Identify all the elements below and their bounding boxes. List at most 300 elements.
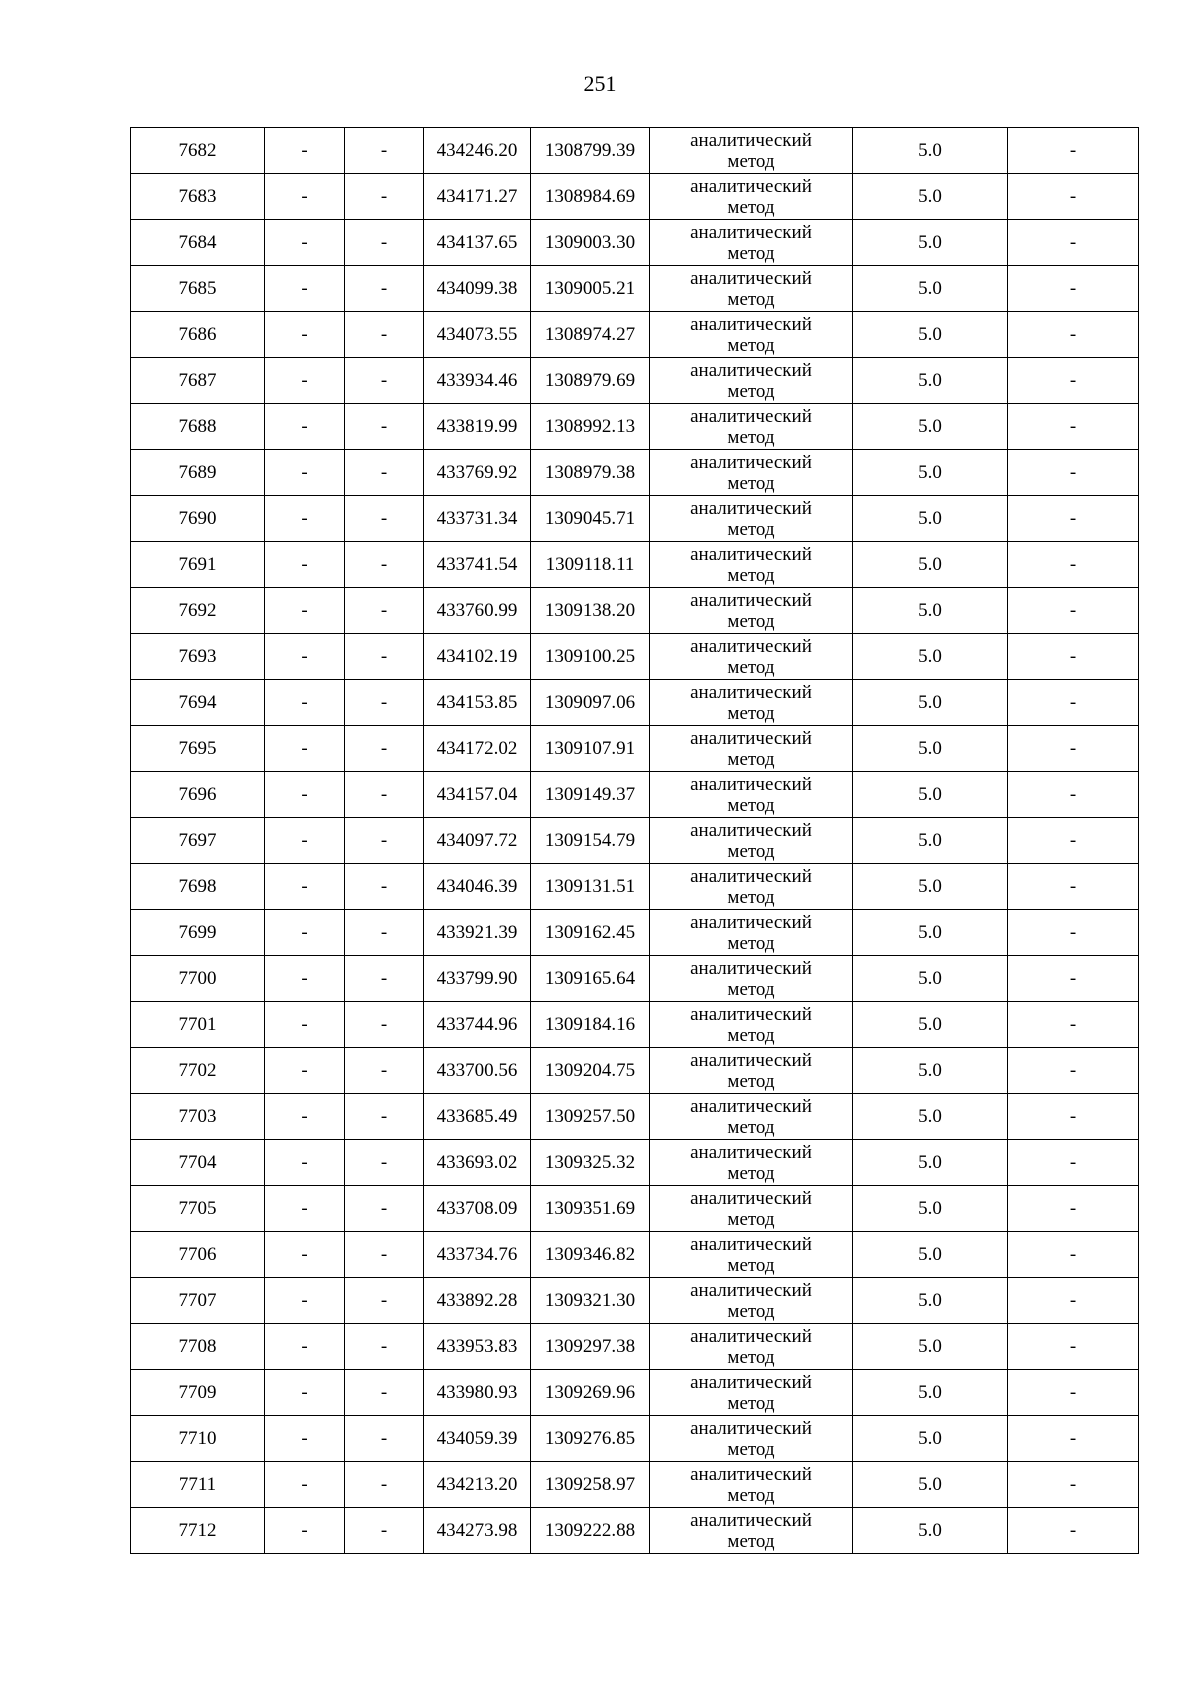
empty-dash-cell: - xyxy=(345,450,424,496)
method-line-2: метод xyxy=(727,1162,775,1184)
empty-dash-cell: - xyxy=(265,910,345,956)
coordinates-table xyxy=(130,127,1139,1554)
accuracy-cell: 5.0 xyxy=(853,772,1008,818)
method-line-1: аналитический xyxy=(690,1095,812,1117)
accuracy-cell: 5.0 xyxy=(853,588,1008,634)
method-line-2: метод xyxy=(727,886,775,908)
x-coordinate-cell: 434153.85 xyxy=(424,680,531,726)
empty-dash-cell: - xyxy=(345,266,424,312)
method-line-2: метод xyxy=(727,610,775,632)
empty-dash-cell: - xyxy=(265,1186,345,1232)
empty-dash-cell: - xyxy=(1008,174,1139,220)
x-coordinate-cell: 433685.49 xyxy=(424,1094,531,1140)
x-coordinate-cell: 434073.55 xyxy=(424,312,531,358)
method-line-2: метод xyxy=(727,932,775,954)
x-coordinate-cell: 434171.27 xyxy=(424,174,531,220)
x-coordinate-cell: 433744.96 xyxy=(424,1002,531,1048)
point-number-cell: 7712 xyxy=(131,1508,265,1554)
point-number-cell: 7711 xyxy=(131,1462,265,1508)
empty-dash-cell: - xyxy=(265,266,345,312)
x-coordinate-cell: 434246.20 xyxy=(424,128,531,174)
point-number-cell: 7690 xyxy=(131,496,265,542)
x-coordinate-cell: 434102.19 xyxy=(424,634,531,680)
table-row xyxy=(131,1278,1139,1324)
table-row xyxy=(131,1370,1139,1416)
empty-dash-cell: - xyxy=(345,1048,424,1094)
method-line-1: аналитический xyxy=(690,1463,812,1485)
method-line-2: метод xyxy=(727,978,775,1000)
y-coordinate-cell: 1309003.30 xyxy=(531,220,650,266)
accuracy-cell: 5.0 xyxy=(853,450,1008,496)
accuracy-cell: 5.0 xyxy=(853,1186,1008,1232)
method-line-2: метод xyxy=(727,334,775,356)
accuracy-cell: 5.0 xyxy=(853,1416,1008,1462)
y-coordinate-cell: 1309222.88 xyxy=(531,1508,650,1554)
method-line-1: аналитический xyxy=(690,911,812,933)
method-cell xyxy=(650,680,853,726)
empty-dash-cell: - xyxy=(1008,1278,1139,1324)
method-line-2: метод xyxy=(727,380,775,402)
accuracy-cell: 5.0 xyxy=(853,1370,1008,1416)
table-row xyxy=(131,956,1139,1002)
empty-dash-cell: - xyxy=(1008,1416,1139,1462)
method-line-2: метод xyxy=(727,472,775,494)
method-cell xyxy=(650,1140,853,1186)
method-cell xyxy=(650,726,853,772)
method-line-1: аналитический xyxy=(690,1325,812,1347)
y-coordinate-cell: 1309321.30 xyxy=(531,1278,650,1324)
y-coordinate-cell: 1309276.85 xyxy=(531,1416,650,1462)
empty-dash-cell: - xyxy=(1008,1508,1139,1554)
accuracy-cell: 5.0 xyxy=(853,864,1008,910)
empty-dash-cell: - xyxy=(345,174,424,220)
empty-dash-cell: - xyxy=(265,1002,345,1048)
method-line-1: аналитический xyxy=(690,1371,812,1393)
method-line-2: метод xyxy=(727,426,775,448)
y-coordinate-cell: 1309297.38 xyxy=(531,1324,650,1370)
method-line-1: аналитический xyxy=(690,1003,812,1025)
empty-dash-cell: - xyxy=(345,1278,424,1324)
method-line-1: аналитический xyxy=(690,1187,812,1209)
method-line-1: аналитический xyxy=(690,359,812,381)
empty-dash-cell: - xyxy=(265,450,345,496)
empty-dash-cell: - xyxy=(345,772,424,818)
method-cell xyxy=(650,634,853,680)
point-number-cell: 7704 xyxy=(131,1140,265,1186)
table-row xyxy=(131,174,1139,220)
empty-dash-cell: - xyxy=(1008,1048,1139,1094)
accuracy-cell: 5.0 xyxy=(853,1140,1008,1186)
table-row xyxy=(131,864,1139,910)
empty-dash-cell: - xyxy=(265,1462,345,1508)
method-cell xyxy=(650,496,853,542)
method-line-2: метод xyxy=(727,1392,775,1414)
y-coordinate-cell: 1309005.21 xyxy=(531,266,650,312)
x-coordinate-cell: 433708.09 xyxy=(424,1186,531,1232)
point-number-cell: 7710 xyxy=(131,1416,265,1462)
method-line-1: аналитический xyxy=(690,773,812,795)
method-cell xyxy=(650,266,853,312)
point-number-cell: 7683 xyxy=(131,174,265,220)
method-line-1: аналитический xyxy=(690,1141,812,1163)
table-row xyxy=(131,1002,1139,1048)
empty-dash-cell: - xyxy=(1008,1140,1139,1186)
method-line-1: аналитический xyxy=(690,543,812,565)
method-line-1: аналитический xyxy=(690,175,812,197)
method-cell xyxy=(650,220,853,266)
method-line-2: метод xyxy=(727,242,775,264)
accuracy-cell: 5.0 xyxy=(853,174,1008,220)
accuracy-cell: 5.0 xyxy=(853,404,1008,450)
empty-dash-cell: - xyxy=(1008,634,1139,680)
table-row xyxy=(131,1048,1139,1094)
point-number-cell: 7701 xyxy=(131,1002,265,1048)
table-row xyxy=(131,588,1139,634)
point-number-cell: 7699 xyxy=(131,910,265,956)
y-coordinate-cell: 1309162.45 xyxy=(531,910,650,956)
empty-dash-cell: - xyxy=(345,588,424,634)
x-coordinate-cell: 433892.28 xyxy=(424,1278,531,1324)
empty-dash-cell: - xyxy=(345,1232,424,1278)
x-coordinate-cell: 433819.99 xyxy=(424,404,531,450)
empty-dash-cell: - xyxy=(1008,680,1139,726)
empty-dash-cell: - xyxy=(1008,220,1139,266)
method-line-2: метод xyxy=(727,196,775,218)
method-cell xyxy=(650,358,853,404)
empty-dash-cell: - xyxy=(345,358,424,404)
method-line-1: аналитический xyxy=(690,451,812,473)
y-coordinate-cell: 1309184.16 xyxy=(531,1002,650,1048)
table-row xyxy=(131,1508,1139,1554)
table-row xyxy=(131,496,1139,542)
empty-dash-cell: - xyxy=(265,1140,345,1186)
empty-dash-cell: - xyxy=(345,864,424,910)
method-line-2: метод xyxy=(727,150,775,172)
empty-dash-cell: - xyxy=(1008,772,1139,818)
y-coordinate-cell: 1308979.69 xyxy=(531,358,650,404)
empty-dash-cell: - xyxy=(345,404,424,450)
accuracy-cell: 5.0 xyxy=(853,496,1008,542)
empty-dash-cell: - xyxy=(265,634,345,680)
empty-dash-cell: - xyxy=(265,726,345,772)
empty-dash-cell: - xyxy=(1008,956,1139,1002)
method-cell xyxy=(650,910,853,956)
x-coordinate-cell: 434099.38 xyxy=(424,266,531,312)
method-cell xyxy=(650,1232,853,1278)
table-row xyxy=(131,220,1139,266)
point-number-cell: 7685 xyxy=(131,266,265,312)
empty-dash-cell: - xyxy=(345,1370,424,1416)
empty-dash-cell: - xyxy=(265,680,345,726)
method-line-2: метод xyxy=(727,1024,775,1046)
y-coordinate-cell: 1309325.32 xyxy=(531,1140,650,1186)
empty-dash-cell: - xyxy=(1008,1462,1139,1508)
accuracy-cell: 5.0 xyxy=(853,910,1008,956)
page-number: 251 xyxy=(583,71,617,96)
accuracy-cell: 5.0 xyxy=(853,680,1008,726)
point-number-cell: 7687 xyxy=(131,358,265,404)
empty-dash-cell: - xyxy=(1008,726,1139,772)
method-line-1: аналитический xyxy=(690,1233,812,1255)
method-cell xyxy=(650,1186,853,1232)
empty-dash-cell: - xyxy=(345,1094,424,1140)
empty-dash-cell: - xyxy=(1008,1324,1139,1370)
empty-dash-cell: - xyxy=(1008,312,1139,358)
x-coordinate-cell: 434273.98 xyxy=(424,1508,531,1554)
y-coordinate-cell: 1309204.75 xyxy=(531,1048,650,1094)
empty-dash-cell: - xyxy=(1008,1094,1139,1140)
empty-dash-cell: - xyxy=(265,1324,345,1370)
empty-dash-cell: - xyxy=(345,542,424,588)
point-number-cell: 7695 xyxy=(131,726,265,772)
empty-dash-cell: - xyxy=(265,358,345,404)
point-number-cell: 7693 xyxy=(131,634,265,680)
empty-dash-cell: - xyxy=(1008,496,1139,542)
table-row xyxy=(131,726,1139,772)
accuracy-cell: 5.0 xyxy=(853,1048,1008,1094)
table-row xyxy=(131,634,1139,680)
empty-dash-cell: - xyxy=(345,1140,424,1186)
method-line-2: метод xyxy=(727,656,775,678)
point-number-cell: 7707 xyxy=(131,1278,265,1324)
x-coordinate-cell: 433760.99 xyxy=(424,588,531,634)
accuracy-cell: 5.0 xyxy=(853,128,1008,174)
method-line-1: аналитический xyxy=(690,313,812,335)
method-line-2: метод xyxy=(727,1116,775,1138)
table-row xyxy=(131,1186,1139,1232)
empty-dash-cell: - xyxy=(265,1048,345,1094)
empty-dash-cell: - xyxy=(1008,450,1139,496)
point-number-cell: 7705 xyxy=(131,1186,265,1232)
x-coordinate-cell: 433731.34 xyxy=(424,496,531,542)
table-row xyxy=(131,910,1139,956)
method-line-2: метод xyxy=(727,794,775,816)
method-line-2: метод xyxy=(727,1530,775,1552)
y-coordinate-cell: 1309346.82 xyxy=(531,1232,650,1278)
point-number-cell: 7686 xyxy=(131,312,265,358)
empty-dash-cell: - xyxy=(1008,1002,1139,1048)
method-line-2: метод xyxy=(727,840,775,862)
y-coordinate-cell: 1309154.79 xyxy=(531,818,650,864)
method-cell xyxy=(650,542,853,588)
method-cell xyxy=(650,1462,853,1508)
y-coordinate-cell: 1309165.64 xyxy=(531,956,650,1002)
x-coordinate-cell: 433700.56 xyxy=(424,1048,531,1094)
method-cell xyxy=(650,128,853,174)
y-coordinate-cell: 1308992.13 xyxy=(531,404,650,450)
x-coordinate-cell: 433980.93 xyxy=(424,1370,531,1416)
table-row xyxy=(131,542,1139,588)
point-number-cell: 7691 xyxy=(131,542,265,588)
method-cell xyxy=(650,450,853,496)
x-coordinate-cell: 433734.76 xyxy=(424,1232,531,1278)
y-coordinate-cell: 1309131.51 xyxy=(531,864,650,910)
method-line-1: аналитический xyxy=(690,819,812,841)
x-coordinate-cell: 433741.54 xyxy=(424,542,531,588)
empty-dash-cell: - xyxy=(1008,266,1139,312)
point-number-cell: 7694 xyxy=(131,680,265,726)
method-line-1: аналитический xyxy=(690,865,812,887)
method-line-1: аналитический xyxy=(690,129,812,151)
method-line-2: метод xyxy=(727,288,775,310)
x-coordinate-cell: 434046.39 xyxy=(424,864,531,910)
empty-dash-cell: - xyxy=(1008,818,1139,864)
y-coordinate-cell: 1308799.39 xyxy=(531,128,650,174)
empty-dash-cell: - xyxy=(345,680,424,726)
method-line-1: аналитический xyxy=(690,221,812,243)
table-row xyxy=(131,1094,1139,1140)
empty-dash-cell: - xyxy=(265,542,345,588)
empty-dash-cell: - xyxy=(345,634,424,680)
method-cell xyxy=(650,174,853,220)
y-coordinate-cell: 1309269.96 xyxy=(531,1370,650,1416)
x-coordinate-cell: 433799.90 xyxy=(424,956,531,1002)
accuracy-cell: 5.0 xyxy=(853,1094,1008,1140)
point-number-cell: 7684 xyxy=(131,220,265,266)
method-line-1: аналитический xyxy=(690,635,812,657)
empty-dash-cell: - xyxy=(345,956,424,1002)
empty-dash-cell: - xyxy=(345,910,424,956)
y-coordinate-cell: 1309257.50 xyxy=(531,1094,650,1140)
empty-dash-cell: - xyxy=(1008,128,1139,174)
table-body xyxy=(131,128,1139,1554)
method-line-1: аналитический xyxy=(690,267,812,289)
y-coordinate-cell: 1309138.20 xyxy=(531,588,650,634)
empty-dash-cell: - xyxy=(265,1508,345,1554)
x-coordinate-cell: 433921.39 xyxy=(424,910,531,956)
method-line-2: метод xyxy=(727,1438,775,1460)
point-number-cell: 7682 xyxy=(131,128,265,174)
x-coordinate-cell: 433693.02 xyxy=(424,1140,531,1186)
method-line-2: метод xyxy=(727,1484,775,1506)
empty-dash-cell: - xyxy=(1008,1186,1139,1232)
empty-dash-cell: - xyxy=(345,1186,424,1232)
method-line-1: аналитический xyxy=(690,1509,812,1531)
method-cell xyxy=(650,1002,853,1048)
accuracy-cell: 5.0 xyxy=(853,1508,1008,1554)
method-line-2: метод xyxy=(727,748,775,770)
method-line-2: метод xyxy=(727,1070,775,1092)
method-cell xyxy=(650,1278,853,1324)
empty-dash-cell: - xyxy=(265,588,345,634)
method-line-2: метод xyxy=(727,564,775,586)
accuracy-cell: 5.0 xyxy=(853,818,1008,864)
table-row xyxy=(131,1462,1139,1508)
method-line-2: метод xyxy=(727,1254,775,1276)
y-coordinate-cell: 1309045.71 xyxy=(531,496,650,542)
point-number-cell: 7702 xyxy=(131,1048,265,1094)
point-number-cell: 7696 xyxy=(131,772,265,818)
table-row xyxy=(131,1140,1139,1186)
empty-dash-cell: - xyxy=(265,1370,345,1416)
table-row xyxy=(131,404,1139,450)
empty-dash-cell: - xyxy=(265,1232,345,1278)
y-coordinate-cell: 1309118.11 xyxy=(531,542,650,588)
table-row xyxy=(131,1324,1139,1370)
empty-dash-cell: - xyxy=(265,864,345,910)
empty-dash-cell: - xyxy=(265,312,345,358)
empty-dash-cell: - xyxy=(345,220,424,266)
x-coordinate-cell: 433769.92 xyxy=(424,450,531,496)
point-number-cell: 7703 xyxy=(131,1094,265,1140)
accuracy-cell: 5.0 xyxy=(853,1324,1008,1370)
empty-dash-cell: - xyxy=(345,496,424,542)
point-number-cell: 7688 xyxy=(131,404,265,450)
empty-dash-cell: - xyxy=(1008,1232,1139,1278)
empty-dash-cell: - xyxy=(265,1416,345,1462)
method-cell xyxy=(650,864,853,910)
method-cell xyxy=(650,1370,853,1416)
accuracy-cell: 5.0 xyxy=(853,358,1008,404)
table-row xyxy=(131,358,1139,404)
accuracy-cell: 5.0 xyxy=(853,542,1008,588)
method-cell xyxy=(650,404,853,450)
empty-dash-cell: - xyxy=(265,496,345,542)
point-number-cell: 7709 xyxy=(131,1370,265,1416)
empty-dash-cell: - xyxy=(265,128,345,174)
table-row xyxy=(131,1232,1139,1278)
method-line-2: метод xyxy=(727,702,775,724)
empty-dash-cell: - xyxy=(265,404,345,450)
y-coordinate-cell: 1309258.97 xyxy=(531,1462,650,1508)
table-row xyxy=(131,266,1139,312)
accuracy-cell: 5.0 xyxy=(853,726,1008,772)
table-row xyxy=(131,1416,1139,1462)
empty-dash-cell: - xyxy=(345,1508,424,1554)
accuracy-cell: 5.0 xyxy=(853,266,1008,312)
accuracy-cell: 5.0 xyxy=(853,1462,1008,1508)
empty-dash-cell: - xyxy=(345,818,424,864)
method-line-1: аналитический xyxy=(690,681,812,703)
method-cell xyxy=(650,818,853,864)
point-number-cell: 7692 xyxy=(131,588,265,634)
x-coordinate-cell: 433934.46 xyxy=(424,358,531,404)
x-coordinate-cell: 434157.04 xyxy=(424,772,531,818)
empty-dash-cell: - xyxy=(265,956,345,1002)
point-number-cell: 7708 xyxy=(131,1324,265,1370)
table-row xyxy=(131,818,1139,864)
empty-dash-cell: - xyxy=(1008,910,1139,956)
point-number-cell: 7689 xyxy=(131,450,265,496)
method-cell xyxy=(650,1416,853,1462)
method-line-2: метод xyxy=(727,518,775,540)
accuracy-cell: 5.0 xyxy=(853,1002,1008,1048)
empty-dash-cell: - xyxy=(265,1094,345,1140)
method-line-2: метод xyxy=(727,1346,775,1368)
y-coordinate-cell: 1309097.06 xyxy=(531,680,650,726)
y-coordinate-cell: 1309100.25 xyxy=(531,634,650,680)
accuracy-cell: 5.0 xyxy=(853,956,1008,1002)
method-cell xyxy=(650,956,853,1002)
table-row xyxy=(131,450,1139,496)
method-line-1: аналитический xyxy=(690,1049,812,1071)
empty-dash-cell: - xyxy=(1008,864,1139,910)
method-cell xyxy=(650,312,853,358)
empty-dash-cell: - xyxy=(345,312,424,358)
y-coordinate-cell: 1308979.38 xyxy=(531,450,650,496)
empty-dash-cell: - xyxy=(1008,358,1139,404)
point-number-cell: 7706 xyxy=(131,1232,265,1278)
method-cell xyxy=(650,1094,853,1140)
accuracy-cell: 5.0 xyxy=(853,312,1008,358)
method-line-1: аналитический xyxy=(690,727,812,749)
method-line-1: аналитический xyxy=(690,957,812,979)
y-coordinate-cell: 1309107.91 xyxy=(531,726,650,772)
empty-dash-cell: - xyxy=(265,818,345,864)
table-row xyxy=(131,128,1139,174)
y-coordinate-cell: 1309351.69 xyxy=(531,1186,650,1232)
empty-dash-cell: - xyxy=(1008,588,1139,634)
